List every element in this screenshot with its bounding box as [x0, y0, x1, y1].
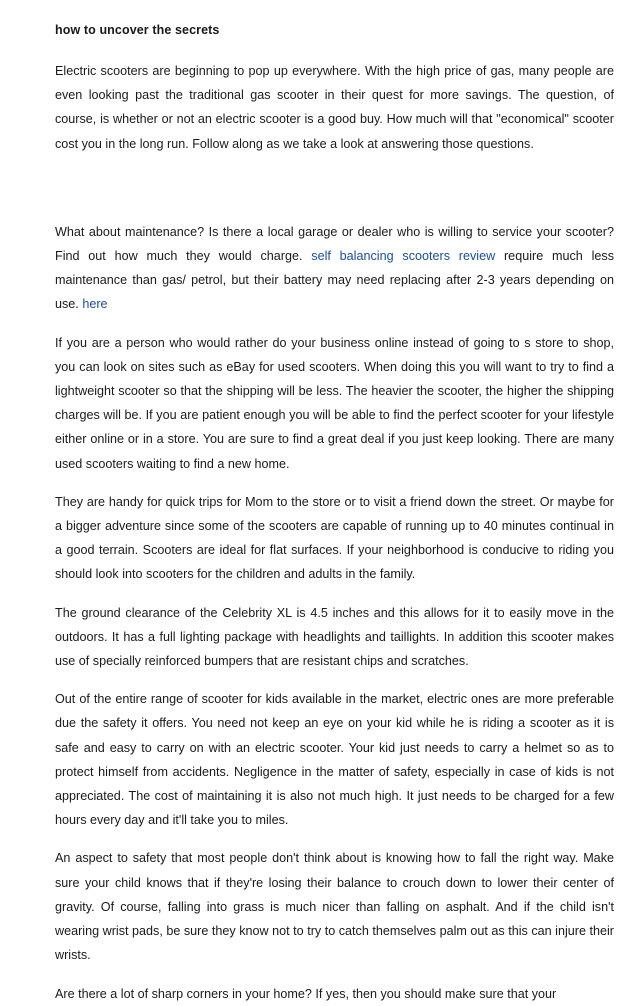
here-link[interactable]: here [82, 297, 108, 312]
paragraph-kids-scooters: Out of the entire range of scooter for kids available in the market, electric ones are more preferable due the safety it offers. You need not keep an eye on your kid while he is riding a scooter as it is safe and easy to carry on with an electric scooter. Your kid just needs to carry a helmet so as to protect himself from accidents. Negligence in the matter of safety, especially in case of kids is not appreciated. The cost of maintaining it is also not much high. It just needs to be charged for a few hours every day and it'll take you to miles. [55, 692, 614, 828]
paragraph-maintenance-text: What about maintenance? Is there a local garage or dealer who is willing to service your scooter? Find out how much they would charge. [55, 224, 614, 264]
paragraph-sharp-corners: Are there a lot of sharp corners in your home? If yes, then you should make sure that your [55, 986, 557, 1001]
paragraph-maintenance [55, 220, 614, 317]
blank-spacer [55, 170, 614, 220]
paragraph-online-shopping: If you are a person who would rather do your business online instead of going to s store to shop, you can look on sites such as eBay for used scooters. When doing this you will want to try to find a lightweight scooter so that the shipping will be less. The heavier the scooter, the higher the shipping charges will be. If you are patient enough you will be able to find the perfect scooter for your lifestyle either online or in a store. You are sure to find a great deal if you just keep looking. There are many used scooters waiting to find a new home. [55, 335, 614, 471]
document-title: how to uncover the secrets [55, 23, 220, 37]
paragraph-maintenance-text-continued: require much less maintenance than gas/ petrol, but their battery may need replacing after 2-3 years depending on use. [55, 249, 614, 312]
paragraph-intro: Electric scooters are beginning to pop up everywhere. With the high price of gas, many people are even looking past the traditional gas scooter in their quest for more savings. The question, of course, is whether or not an electric scooter is a good buy. How much will that "economical" scooter cost you in the long run. Follow along as we take a look at answering those questions. [55, 64, 614, 151]
paragraph-safety-falling: An aspect to safety that most people don't think about is knowing how to fall the right way. Make sure your child knows that if they're losing their balance to crouch down to lower their center of gravity. Of course, falling into grass is much nicer than falling on asphalt. And if the child isn't wearing wrist pads, be sure they know not to try to catch themselves palm out as this can injure their wrists. [55, 851, 614, 963]
paragraph-quick-trips: They are handy for quick trips for Mom to the store or to visit a friend down the street. Or maybe for a bigger adventure since some of the scooters are capable of running up to 40 minutes continual in a good terrain. Scooters are ideal for flat surfaces. If your neighborhood is conducive to riding you should look into scooters for the children and adults in the family. [55, 494, 614, 582]
self-balancing-scooters-review-link[interactable]: self balancing scooters review [311, 249, 496, 264]
paragraph-celebrity-xl: The ground clearance of the Celebrity XL is 4.5 inches and this allows for it to easily move in the outdoors. It has a full lighting package with headlights and taillights. In addition this scooter makes use of specially reinforced bumpers that are resistant chips and scratches. [55, 605, 614, 669]
